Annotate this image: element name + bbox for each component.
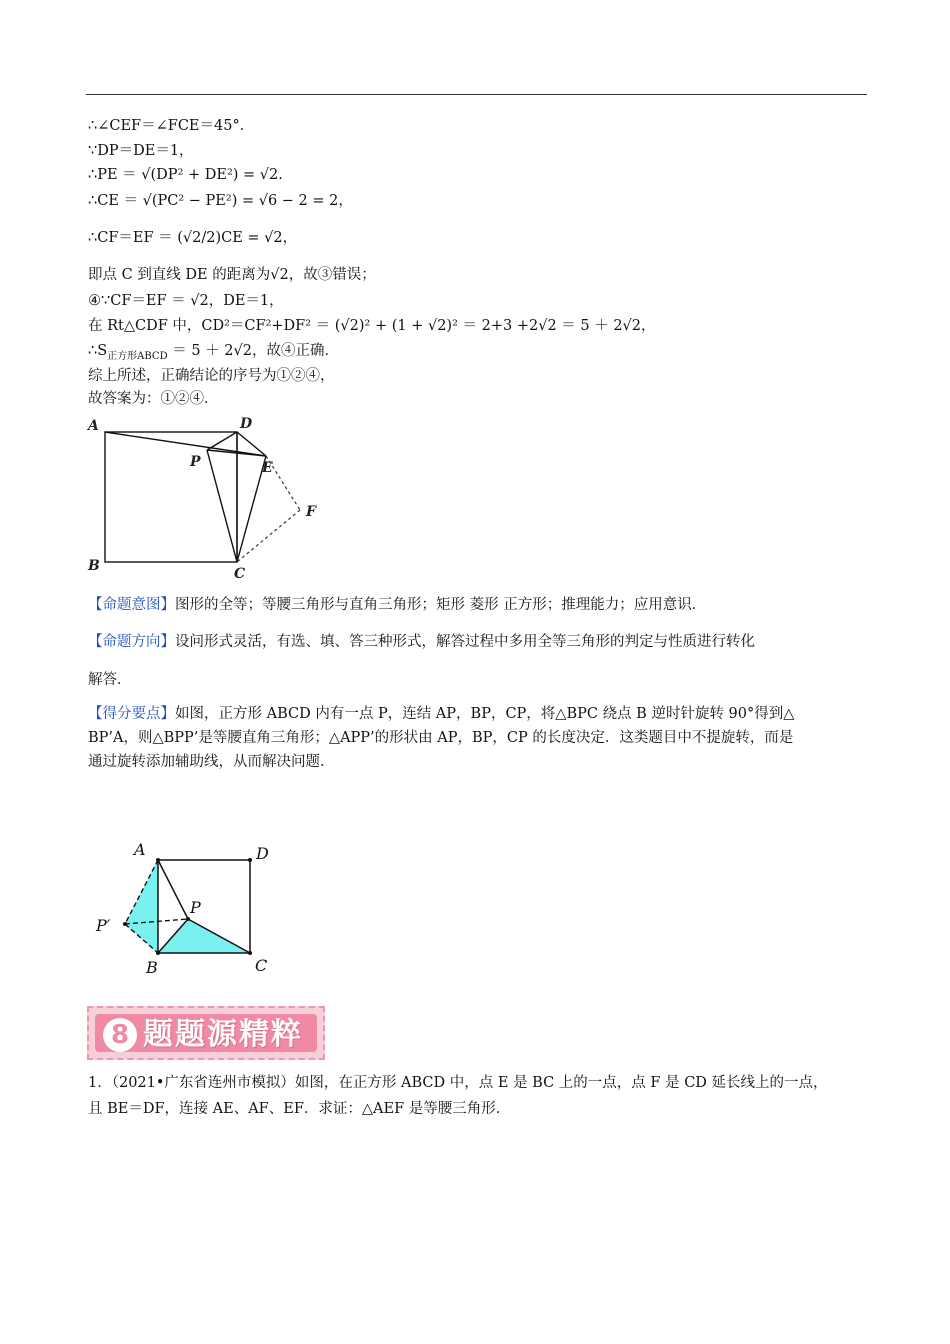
section-banner bbox=[87, 1006, 325, 1060]
label-e: E bbox=[262, 460, 273, 476]
label-b: B bbox=[88, 558, 100, 574]
points-line-3: 通过旋转添加辅助线，从而解决问题． bbox=[88, 754, 335, 770]
points-tag: 【得分要点】 bbox=[88, 706, 175, 722]
triangle-bpc bbox=[158, 919, 250, 953]
area-rest: ＝ 5 ＋ 2√2，故④正确． bbox=[167, 343, 339, 359]
solution-line-2: ∵DP＝DE＝1， bbox=[88, 143, 194, 159]
intent-tag: 【命题意图】 bbox=[88, 597, 175, 613]
area-prefix: ∴S bbox=[88, 343, 108, 359]
label-p-2: P bbox=[190, 898, 201, 917]
direction-line-2: 解答． bbox=[88, 672, 132, 688]
problem-line-1: 1．（2021•广东省连州市模拟）如图，在正方形 ABCD 中，点 E 是 BC 上的一点，点 F 是 CD 延长线上的一点， bbox=[88, 1075, 828, 1091]
segment-fc-dashed bbox=[237, 510, 300, 562]
solution-line-6: 即点 C 到直线 DE 的距离为√2，故③错误； bbox=[88, 267, 376, 283]
banner-number-icon: 8 bbox=[103, 1018, 137, 1052]
solution-line-10: 综上所述，正确结论的序号为①②④， bbox=[88, 368, 335, 384]
label-a-2: A bbox=[134, 840, 146, 859]
solution-line-1: ∴∠CEF＝∠FCE＝45°． bbox=[88, 118, 255, 134]
label-c-2: C bbox=[255, 956, 268, 975]
problem-line-2: 且 BE＝DF，连接 AE、AF、EF．求证：△AEF 是等腰三角形． bbox=[88, 1101, 511, 1117]
solution-line-3: ∴PE ＝ √(DP² + DE²) = √2. bbox=[88, 167, 283, 183]
solution-line-5: ∴CF＝EF ＝ (√2/2)CE = √2， bbox=[88, 230, 298, 246]
points-line-1 bbox=[88, 704, 794, 724]
label-p-prime: P′ bbox=[96, 916, 111, 935]
label-b-2: B bbox=[146, 958, 158, 977]
label-f: F bbox=[306, 504, 316, 520]
banner-title: 题题源精粹 bbox=[143, 1017, 303, 1052]
label-c: C bbox=[234, 566, 246, 582]
label-d-2: D bbox=[256, 844, 269, 863]
solution-line-8: 在 Rt△CDF 中，CD²＝CF²+DF² ＝ (√2)² + (1 + √2)² ＝ 2+3 +2√2 ＝ 5 ＋ 2√2， bbox=[88, 318, 656, 334]
intent-line bbox=[88, 595, 706, 615]
direction-line bbox=[88, 632, 755, 652]
segment-pd bbox=[207, 432, 237, 450]
geometry-figure-1 bbox=[80, 410, 340, 585]
header-rule bbox=[86, 94, 867, 95]
intent-text: 图形的全等；等腰三角形与直角三角形；矩形 菱形 正方形；推理能力；应用意识． bbox=[175, 597, 707, 613]
solution-line-7: ④∵CF＝EF ＝ √2，DE＝1， bbox=[88, 293, 284, 309]
segment-ap bbox=[158, 860, 188, 919]
segment-pc bbox=[207, 450, 237, 562]
direction-text: 设问形式灵活，有选、填、答三种形式，解答过程中多用全等三角形的判定与性质进行转化 bbox=[175, 634, 755, 650]
triangle-abp-prime bbox=[125, 860, 158, 953]
solution-line-9 bbox=[88, 341, 339, 367]
solution-line-4: ∴CE ＝ √(PC² − PE²) = √6 − 2 = 2， bbox=[88, 193, 353, 209]
banner-inner bbox=[95, 1014, 317, 1052]
label-p: P bbox=[190, 454, 201, 470]
label-d: D bbox=[240, 416, 253, 432]
solution-line-11: 故答案为：①②④． bbox=[88, 391, 219, 407]
geometry-figure-2 bbox=[90, 835, 290, 980]
points-text-1: 如图，正方形 ABCD 内有一点 P，连结 AP，BP，CP，将△BPC 绕点 B 逆时针旋转 90°得到△ bbox=[175, 706, 795, 722]
label-a: A bbox=[88, 418, 99, 434]
points-line-2: BP’A，则△BPP’是等腰直角三角形；△APP’的形状由 AP，BP，CP 的长度决定．这类题目中不提旋转，而是 bbox=[88, 730, 794, 746]
direction-tag: 【命题方向】 bbox=[88, 634, 175, 650]
area-subscript: 正方形ABCD bbox=[107, 350, 168, 362]
